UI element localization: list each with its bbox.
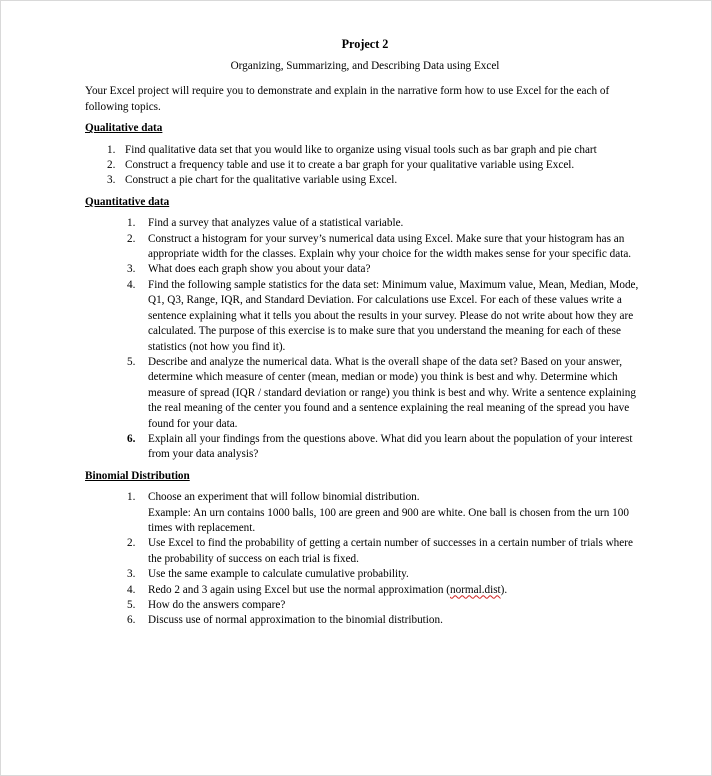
- item-number: 3.: [127, 568, 136, 581]
- item-text: Find the following sample statistics for the data set: Minimum value, Maximum value, Mean, Median, Mode, Q1, Q3, Range, IQR, and Standard Deviation. For calculations use Excel. For each of these values write a sentence explaining what it tells you about the results in your survey. Please do not write about how they are calculated. The purpose of this exercise is to make sure that you understand the meaning for each of these statistics (not how you find it).: [148, 278, 639, 353]
- list-item: [85, 583, 645, 598]
- item-number: 3.: [127, 263, 136, 276]
- item-number: 1.: [127, 217, 136, 230]
- item-number: 4.: [127, 583, 136, 596]
- intro-paragraph: Your Excel project will require you to demonstrate and explain in the narrative form how to use Excel for the each of following topics.: [85, 85, 610, 113]
- item-text: Describe and analyze the numerical data. What is the overall shape of the data set? Based on your answer, determine which measure of center (mean, median or mode) you think is best and why. Determine which measure of spread (IQR / standard deviation or range) you think is best and why. Write a sentence explaining the real meaning of the center you found and a sentence explaining the real meaning of the spread you have found for your data.: [148, 355, 636, 430]
- list-item: [85, 262, 645, 277]
- item-text: Discuss use of normal approximation to the binomial distribution.: [148, 614, 443, 627]
- quantitative-list: [85, 216, 645, 463]
- item-number: 6.: [127, 614, 136, 627]
- qualitative-list: [85, 143, 645, 189]
- section-heading-binomial: Binomial Distribution: [85, 469, 190, 482]
- item-number: 2.: [127, 537, 136, 550]
- binomial-list: [85, 490, 645, 629]
- list-item: [85, 278, 645, 355]
- item-text: Construct a pie chart for the qualitative variable using Excel.: [125, 174, 398, 187]
- list-item: [85, 567, 645, 582]
- list-item: [85, 355, 645, 432]
- list-item: [85, 232, 645, 263]
- item-text: Find a survey that analyzes value of a statistical variable.: [148, 217, 404, 230]
- list-item: [85, 613, 645, 628]
- item-text: Find qualitative data set that you would like to organize using visual tools such as bar graph and pie chart: [125, 143, 597, 156]
- item-text: How do the answers compare?: [148, 599, 286, 611]
- list-item: [85, 598, 645, 613]
- item-number: 2.: [127, 232, 136, 245]
- document-subtitle: Organizing, Summarizing, and Describing Data using Excel: [230, 60, 500, 72]
- item-number: 1.: [127, 491, 136, 504]
- section-heading-qualitative: Qualitative data: [85, 122, 163, 135]
- item-number: 5.: [127, 599, 136, 611]
- list-item: [85, 173, 645, 188]
- item-text: What does each graph show you about your data?: [148, 263, 371, 276]
- item-text: Redo 2 and 3 again using Excel but use the normal approximation (: [148, 583, 450, 596]
- item-text-end: ).: [500, 583, 508, 596]
- list-item: [85, 158, 645, 173]
- item-text: Choose an experiment that will follow binomial distribution.: [148, 491, 420, 504]
- item-text: Construct a frequency table and use it to create a bar graph for your qualitative variable using Excel.: [125, 159, 575, 172]
- document-content: [85, 36, 645, 635]
- item-number: 6.: [127, 432, 136, 445]
- item-text: Use Excel to find the probability of getting a certain number of successes in a certain number of trials where the probability of success on each trial is fixed.: [148, 537, 633, 565]
- list-item: [85, 490, 645, 536]
- item-text: Explain all your findings from the questions above. What did you learn about the population of your interest from your data analysis?: [148, 432, 633, 461]
- item-text: Use the same example to calculate cumulative probability.: [148, 568, 409, 581]
- list-item: [85, 143, 645, 158]
- item-text: Construct a histogram for your survey’s numerical data using Excel. Make sure that your histogram has an appropriate width for the classes. Explain why your choice for the width makes sense for your specific data.: [148, 232, 632, 261]
- list-item: [85, 216, 645, 231]
- list-item: [85, 432, 645, 463]
- item-number: 1.: [107, 143, 116, 156]
- document-title: Project 2: [341, 37, 389, 51]
- item-number: 4.: [127, 278, 136, 291]
- list-item: [85, 536, 645, 567]
- item-number: 5.: [127, 355, 136, 368]
- item-example-text: Example: An urn contains 1000 balls, 100 are green and 900 are white. One ball is chosen from the urn 100 times with replacement.: [148, 506, 629, 534]
- item-number: 3.: [107, 174, 116, 187]
- spellcheck-flagged-word[interactable]: normal.dist: [450, 583, 501, 596]
- section-heading-quantitative: Quantitative data: [85, 195, 170, 208]
- item-number: 2.: [107, 159, 116, 172]
